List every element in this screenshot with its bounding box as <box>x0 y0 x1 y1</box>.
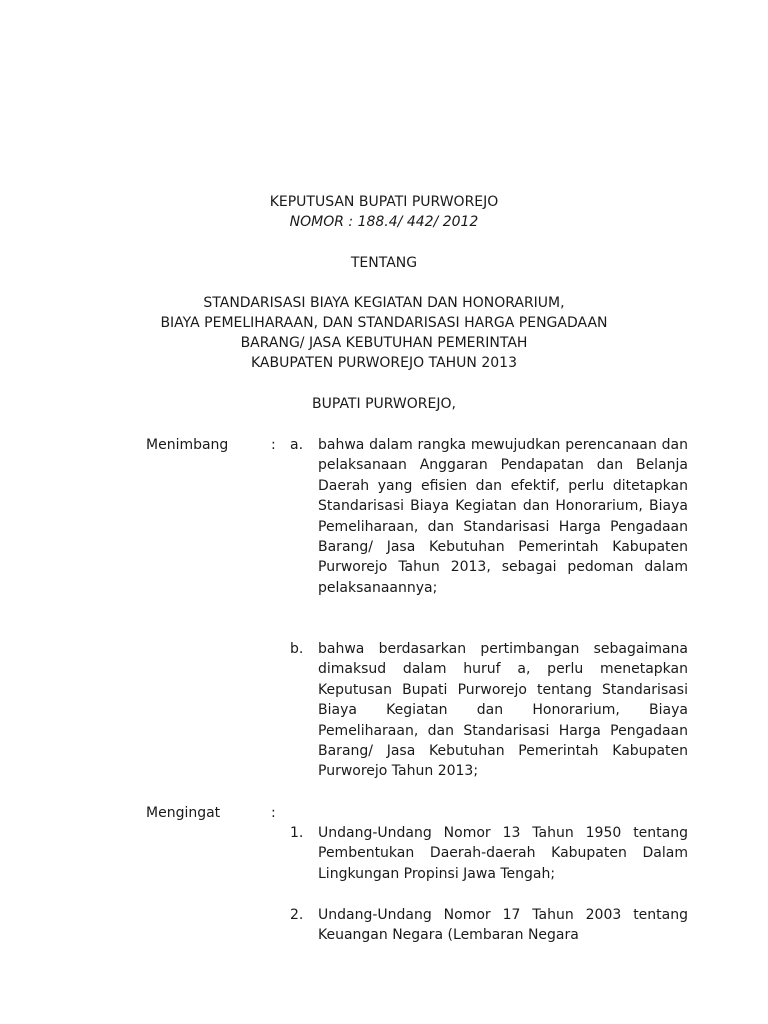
mengingat-item-text: Undang-Undang Nomor 13 Tahun 1950 tentang Pembentukan Daerah-daerah Kabupaten Dalam Lingkungan Propinsi Jawa Tengah; <box>318 825 688 882</box>
issuer-label: BUPATI PURWOREJO, <box>312 396 456 412</box>
document-title: KEPUTUSAN BUPATI PURWOREJO <box>269 194 499 210</box>
mengingat-label: Mengingat <box>146 805 221 821</box>
subject-line: KABUPATEN PURWOREJO TAHUN 2013 <box>251 355 517 371</box>
document-subject <box>0 293 768 373</box>
menimbang-colon: : <box>271 437 276 453</box>
subject-line: STANDARISASI BIAYA KEGIATAN DAN HONORARIUM, <box>203 295 565 311</box>
mengingat-colon: : <box>271 805 276 821</box>
issuer-heading <box>0 394 768 414</box>
subject-line: BARANG/ JASA KEBUTUHAN PEMERINTAH <box>240 335 528 351</box>
document-header <box>0 192 768 232</box>
subject-line: BIAYA PEMELIHARAAN, DAN STANDARISASI HARGA PENGADAAN <box>160 315 608 331</box>
tentang-label: TENTANG <box>350 255 418 271</box>
menimbang-item-text: bahwa berdasarkan pertimbangan sebagaimana dimaksud dalam huruf a, perlu menetapkan Keputusan Bupati Purworejo tentang Standarisasi Biaya Kegiatan dan Honorarium, Biaya Pemeliharaan, dan Standarisasi Harga Pengadaan Barang/ Jasa Kebutuhan Pemerintah Kabupaten Purworejo Tahun 2013; <box>318 641 688 780</box>
menimbang-item-marker: a. <box>290 437 304 453</box>
document-number: NOMOR : 188.4/ 442/ 2012 <box>289 214 479 230</box>
menimbang-item-text: bahwa dalam rangka mewujudkan perencanaan dan pelaksanaan Anggaran Pendapatan dan Belanja Daerah yang efisien dan efektif, perlu ditetapkan Standarisasi Biaya Kegiatan dan Honorarium, Biaya Pemeliharaan, dan Standarisasi Harga Pengadaan Barang/ Jasa Kebutuhan Pemerintah Kabupaten Purworejo Tahun 2013, sebagai pedoman dalam pelaksanaannya; <box>318 437 688 596</box>
mengingat-item-text: Undang-Undang Nomor 17 Tahun 2003 tentang Keuangan Negara (Lembaran Negara <box>318 907 688 944</box>
menimbang-label: Menimbang <box>146 437 229 453</box>
mengingat-item-marker: 1. <box>290 825 304 841</box>
tentang-heading <box>0 253 768 273</box>
menimbang-item-marker: b. <box>290 641 304 657</box>
mengingat-item-marker: 2. <box>290 907 304 923</box>
